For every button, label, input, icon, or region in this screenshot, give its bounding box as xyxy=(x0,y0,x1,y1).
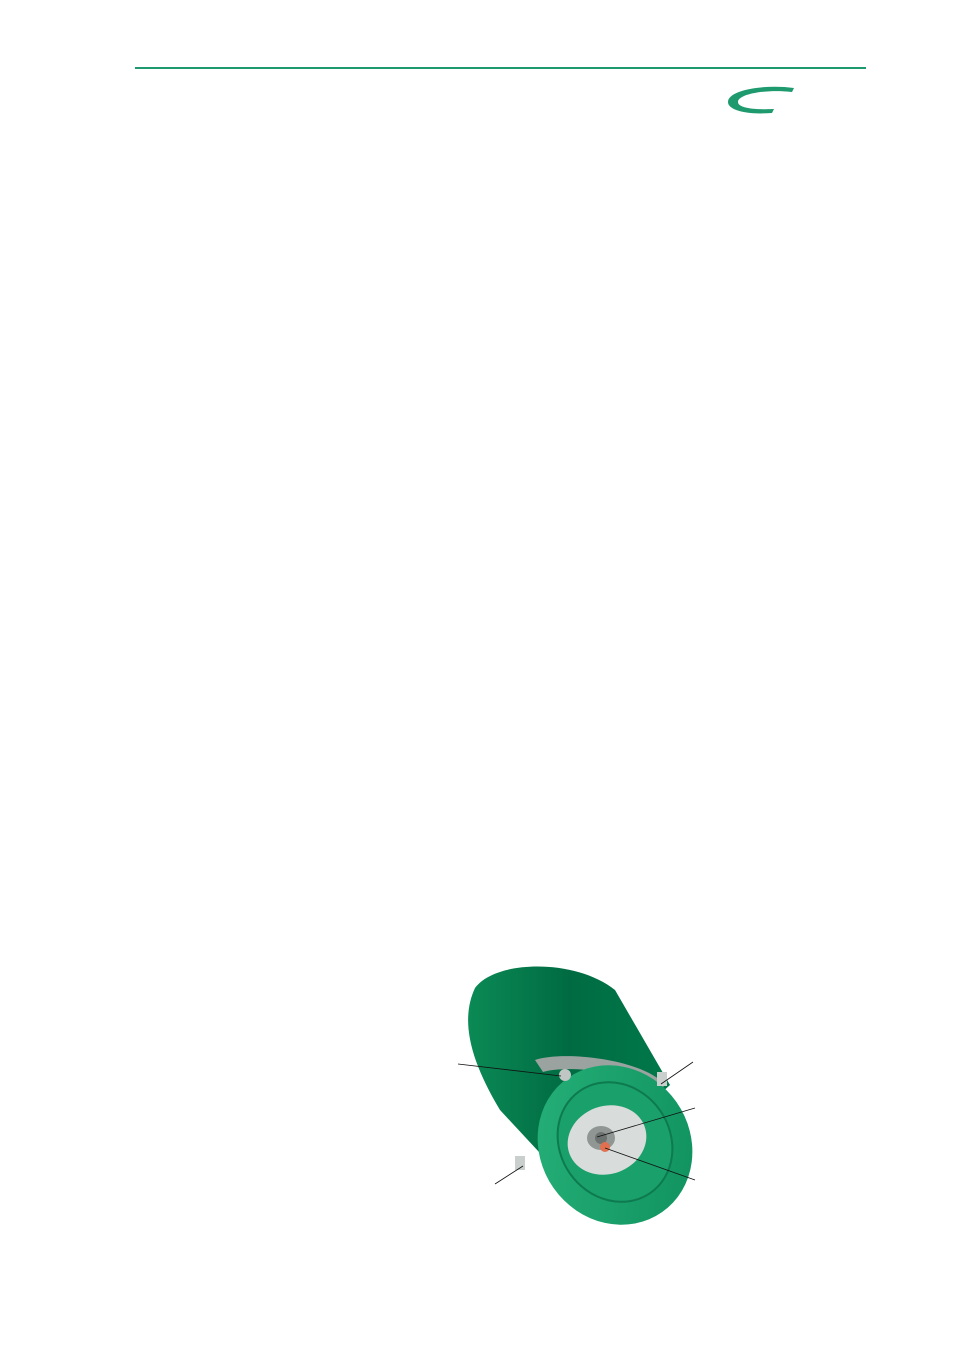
dosing-unit-figure xyxy=(415,960,735,1235)
port-2-hole xyxy=(600,1142,610,1152)
header-rule xyxy=(135,67,866,69)
tiamo-logo xyxy=(724,72,869,116)
